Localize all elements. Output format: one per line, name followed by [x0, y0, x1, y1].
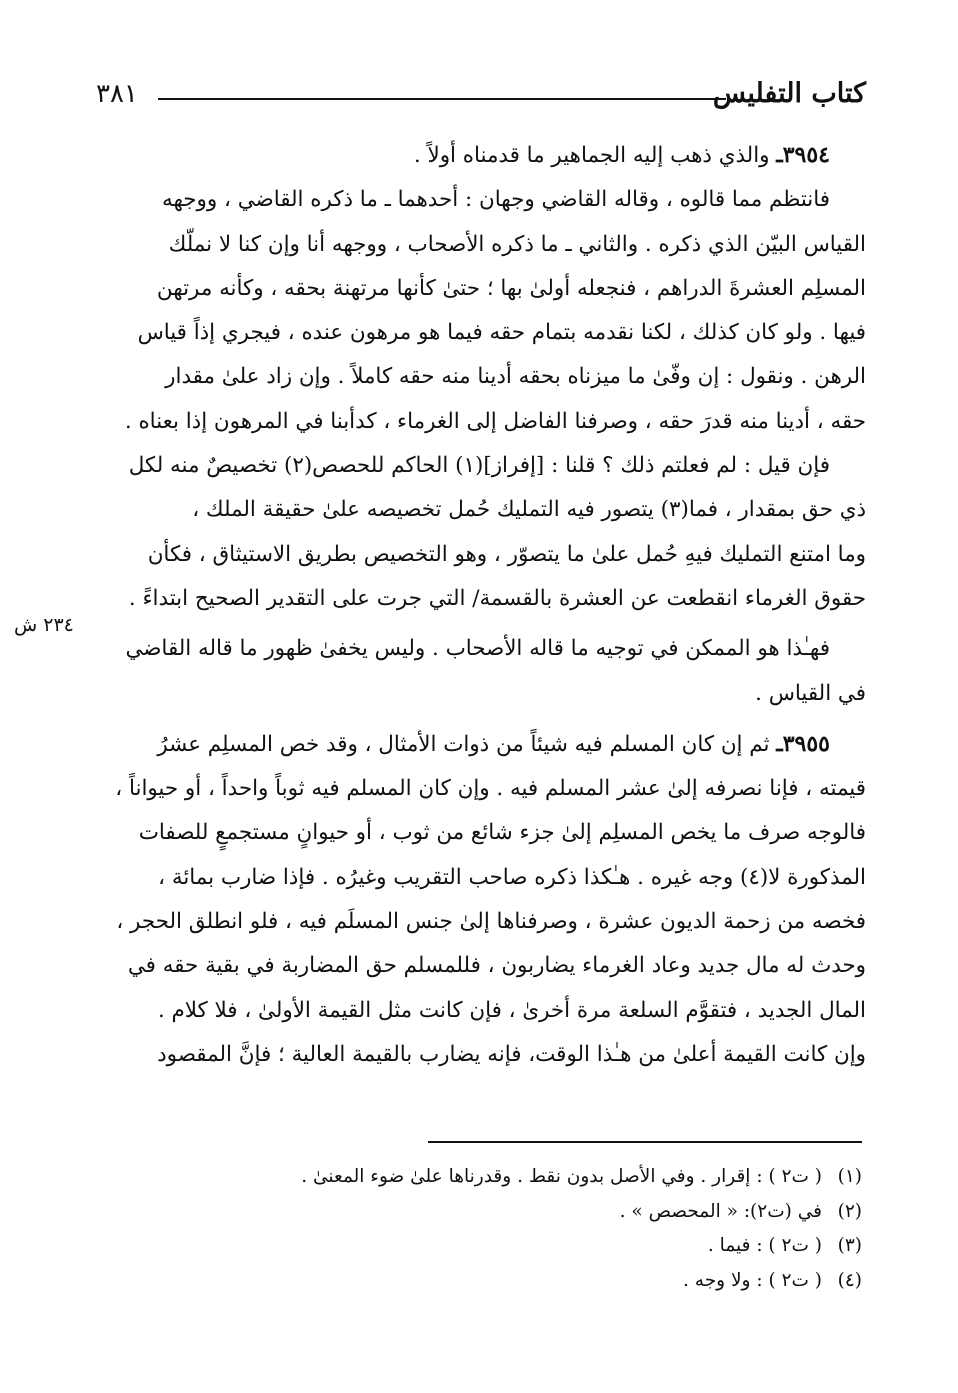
footnote-4: [92, 1264, 862, 1299]
text-line: قيمته ، فإنا نصرفه إلىٰ عشر المسلم فيه . وإن كان المسلم فيه ثوباً واحداً ، أو حيواناً ،: [115, 776, 866, 802]
running-header: [96, 74, 866, 114]
chapter-title: كتاب التفليس: [712, 78, 866, 109]
paragraph-number: ٣٩٥٤ـ: [776, 142, 830, 168]
paragraph-objection: [96, 444, 866, 621]
text-line: فانتظم مما قالوه ، وقاله القاضي وجهان : أحدهما ـ ما ذكره القاضي ، ووجهه: [161, 187, 830, 213]
manuscript-folio-note: ٢٣٤ ش: [14, 614, 74, 636]
text-line: المذكورة لا(٤) وجه غيره . هـٰكذا ذكره صاحب التقريب وغيرُه . فإذا ضارب بمائة ،: [158, 864, 866, 890]
text-line: وما امتنع التمليك فيهِ حُمل علىٰ ما يتصوّر ، وهو التخصيص بطريق الاستيثاق ، فكأن: [147, 541, 866, 567]
main-text: [96, 133, 866, 1077]
paragraph-number: ٣٩٥٥ـ: [776, 730, 830, 757]
footnote-rule: [428, 1141, 862, 1143]
text-line: حقه ، أدينا منه قدرَ حقه ، وصرفنا الفاضل إلى الغرماء ، كدأبنا في المرهون إذا بعناه .: [124, 408, 866, 434]
text-line: فخصه من زحمة الديون عشرة ، وصرفناها إلىٰ جنس المسلَم فيه ، فلو انطلق الحجر ،: [116, 909, 866, 935]
footnote-number: (١): [837, 1166, 862, 1187]
footnotes: [92, 1160, 862, 1298]
text-line: فالوجه صرف ما يخص المسلِم إلىٰ جزء شائع من ثوب ، أو حيوانٍ مستجمعٍ للصفات: [138, 820, 866, 846]
paragraph-3955: [96, 722, 866, 1077]
footnote-number: (٢): [837, 1200, 862, 1222]
footnote-1: [92, 1160, 862, 1195]
text-line: ٣٩٥٤ـ والذي ذهب إليه الجماهير ما قدمناه أولاً .: [413, 142, 830, 168]
text-line: فهـٰذا هو الممكن في توجيه ما قاله الأصحاب . وليس يخفىٰ ظهور ما قاله القاضي: [125, 636, 830, 662]
paragraph-conclusion: [96, 627, 866, 716]
footnote-text: ( ت٢ ) : إقرار . وفي الأصل بدون نقط . وقدرناها علىٰ ضوء المعنىٰ .: [301, 1166, 822, 1187]
footnote-text: في (ت٢): « المحصص » .: [619, 1200, 822, 1222]
text-line: القياس البيّن الذي ذكره . والثاني ـ ما ذكره الأصحاب ، ووجهه أنا وإن كنا لا نملّك: [168, 231, 866, 257]
page-number: ٣٨١: [96, 79, 138, 109]
header-rule: [158, 98, 726, 100]
footnote-text: ( ت٢ ) : فيما .: [707, 1235, 822, 1256]
text-line: المسلِم العشرةَ الدراهم ، فنجعله أولىٰ بها ؛ حتىٰ كأنها مرتهنة بحقه ، وكأنه مرتهن: [156, 275, 866, 301]
text-line: في القياس .: [755, 680, 866, 706]
footnote-number: (٤): [837, 1269, 862, 1291]
text-line: فإن قيل : لم فعلتم ذلك ؟ قلنا : [إفراز](١) الحاكم للحصص(٢) تخصيصٌ منه لكل: [128, 453, 830, 479]
text-line: الرهن . ونقول : إن وفّىٰ ما ميزناه بحقه أدينا منه حقه كاملاً . وإن زاد علىٰ مقدار: [165, 364, 866, 390]
text-line: حقوق الغرماء انقطعت عن العشرة بالقسمة/ التي جرت على التقدير الصحيح ابتداءً .: [128, 585, 866, 611]
paragraph-3954: [96, 133, 866, 178]
text-line: ذي حق بمقدار ، فما(٣) يتصور فيه التمليك حُمل تخصيصه علىٰ حقيقة الملك ،: [192, 497, 866, 523]
text-line: المال الجديد ، فتقوَّم السلعة مرة أخرىٰ ، فإن كانت مثل القيمة الأولىٰ ، فلا كلام .: [157, 997, 866, 1023]
footnote-2: [92, 1195, 862, 1230]
text-line: وإن كانت القيمة أعلىٰ من هـٰذا الوقت، فإنه يضارب بالقيمة العالية ؛ فإنَّ المقصود: [157, 1041, 866, 1067]
paragraph-views: [96, 178, 866, 444]
footnote-text: ( ت٢ ) : ولا وجه .: [683, 1269, 822, 1291]
text-line: فيها . ولو كان كذلك ، لكنا نقدمه بتمام حقه فيما هو مرهون عنده ، فيجري إذاً قياس: [137, 320, 866, 346]
text-line: ٣٩٥٥ـ ثم إن كان المسلم فيه شيئاً من ذوات الأمثال ، وقد خص المسلِم عشرُ: [157, 730, 830, 757]
footnote-number: (٣): [837, 1235, 862, 1256]
footnote-3: [92, 1229, 862, 1264]
text-line: وحدث له مال جديد وعاد الغرماء يضاربون ، فللمسلم حق المضاربة في بقية حقه في: [127, 953, 866, 979]
